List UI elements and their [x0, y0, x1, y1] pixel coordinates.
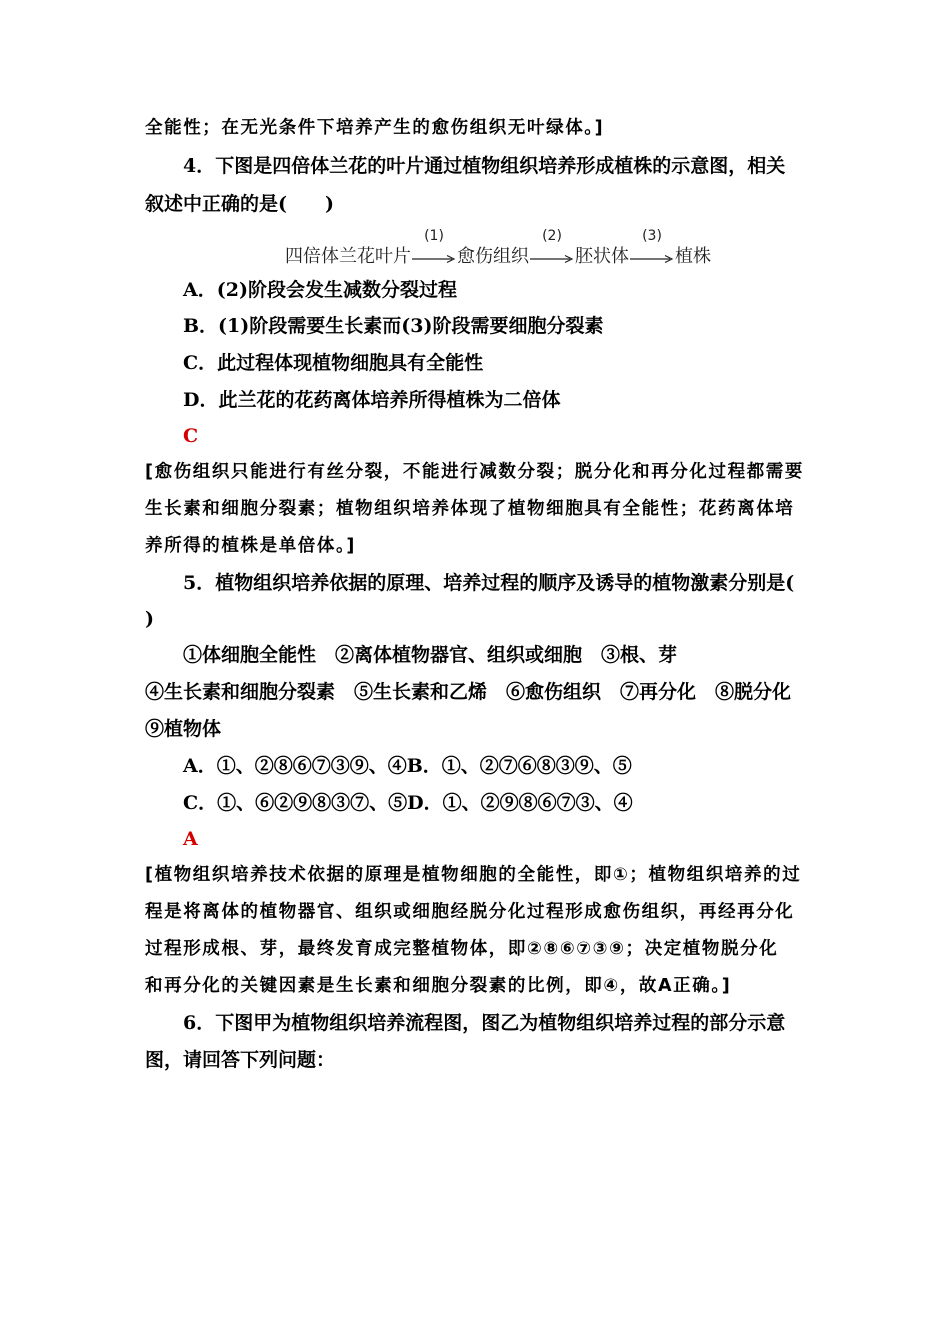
diagram-arrow-label-2: (2) [542, 228, 562, 244]
diagram-arrow-2 [530, 228, 574, 270]
q6-stem-line2: 图，请回答下列问题： [145, 1049, 336, 1071]
q5-stem-line1: 5．植物组织培养依据的原理、培养过程的顺序及诱导的植物激素分别是( [183, 572, 795, 594]
q5-explanation-line2: 程是将离体的植物器官、组织或细胞经脱分化过程形成愈伤组织，再经再分化 [145, 902, 795, 922]
diagram-node-embryoid: 胚状体 [575, 246, 629, 267]
q4-explanation-line1: [愈伤组织只能进行有丝分裂，不能进行减数分裂；脱分化和再分化过程都需要 [145, 462, 804, 482]
diagram-node-callus: 愈伤组织 [457, 246, 529, 267]
q5-options-line1: A．①、②⑧⑥⑦③⑨、④B．①、②⑦⑥⑧③⑨、⑤ [183, 755, 632, 777]
q5-items-line2: ④生长素和细胞分裂素 ⑤生长素和乙烯 ⑥愈伤组织 ⑦再分化 ⑧脱分化 [145, 681, 792, 703]
q5-explanation-line3: 过程形成根、芽，最终发育成完整植物体，即②⑧⑥⑦③⑨；决定植物脱分化 [145, 939, 779, 959]
diagram-arrow-label-1: (1) [424, 228, 444, 244]
diagram-arrow-1 [412, 228, 456, 270]
diagram-node-leaf: 四倍体兰花叶片 [285, 246, 411, 267]
q4-answer: C [183, 425, 199, 447]
q4-process-diagram [285, 226, 711, 270]
q5-stem-line2: ) [145, 608, 154, 630]
arrow-right-icon [530, 254, 574, 264]
q4-explanation-line2: 生长素和细胞分裂素；植物组织培养体现了植物细胞具有全能性；花药离体培 [145, 499, 795, 519]
q4-explanation-line3: 养所得的植株是单倍体。] [145, 536, 356, 556]
diagram-arrow-3 [630, 228, 674, 270]
q5-items-line3: ⑨植物体 [145, 718, 222, 740]
previous-explanation-tail: 全能性；在无光条件下培养产生的愈伤组织无叶绿体。] [145, 118, 605, 138]
q6-stem-line1: 6．下图甲为植物组织培养流程图，图乙为植物组织培养过程的部分示意 [183, 1012, 786, 1034]
q5-options-line2: C．①、⑥②⑨⑧③⑦、⑤D．①、②⑨⑧⑥⑦③、④ [183, 792, 633, 814]
q5-explanation-line1: [植物组织培养技术依据的原理是植物细胞的全能性，即①；植物组织培养的过 [145, 865, 802, 885]
q4-option-c: C．此过程体现植物细胞具有全能性 [183, 352, 484, 374]
q4-option-d: D．此兰花的花药离体培养所得植株为二倍体 [183, 389, 561, 411]
q5-explanation-line4: 和再分化的关键因素是生长素和细胞分裂素的比例，即④，故A正确。] [145, 976, 732, 996]
diagram-arrow-label-3: (3) [642, 228, 662, 244]
q5-answer: A [183, 828, 198, 850]
diagram-node-plant: 植株 [675, 246, 711, 267]
q4-stem-line2: 叙述中正确的是( ) [145, 193, 334, 215]
q4-stem-line1: 4．下图是四倍体兰花的叶片通过植物组织培养形成植株的示意图，相关 [183, 155, 786, 177]
arrow-right-icon [630, 254, 674, 264]
q4-option-b: B．(1)阶段需要生长素而(3)阶段需要细胞分裂素 [183, 315, 604, 337]
q4-option-a: A．(2)阶段会发生减数分裂过程 [183, 279, 457, 301]
q5-items-line1: ①体细胞全能性 ②离体植物器官、组织或细胞 ③根、芽 [183, 644, 678, 666]
arrow-right-icon [412, 254, 456, 264]
